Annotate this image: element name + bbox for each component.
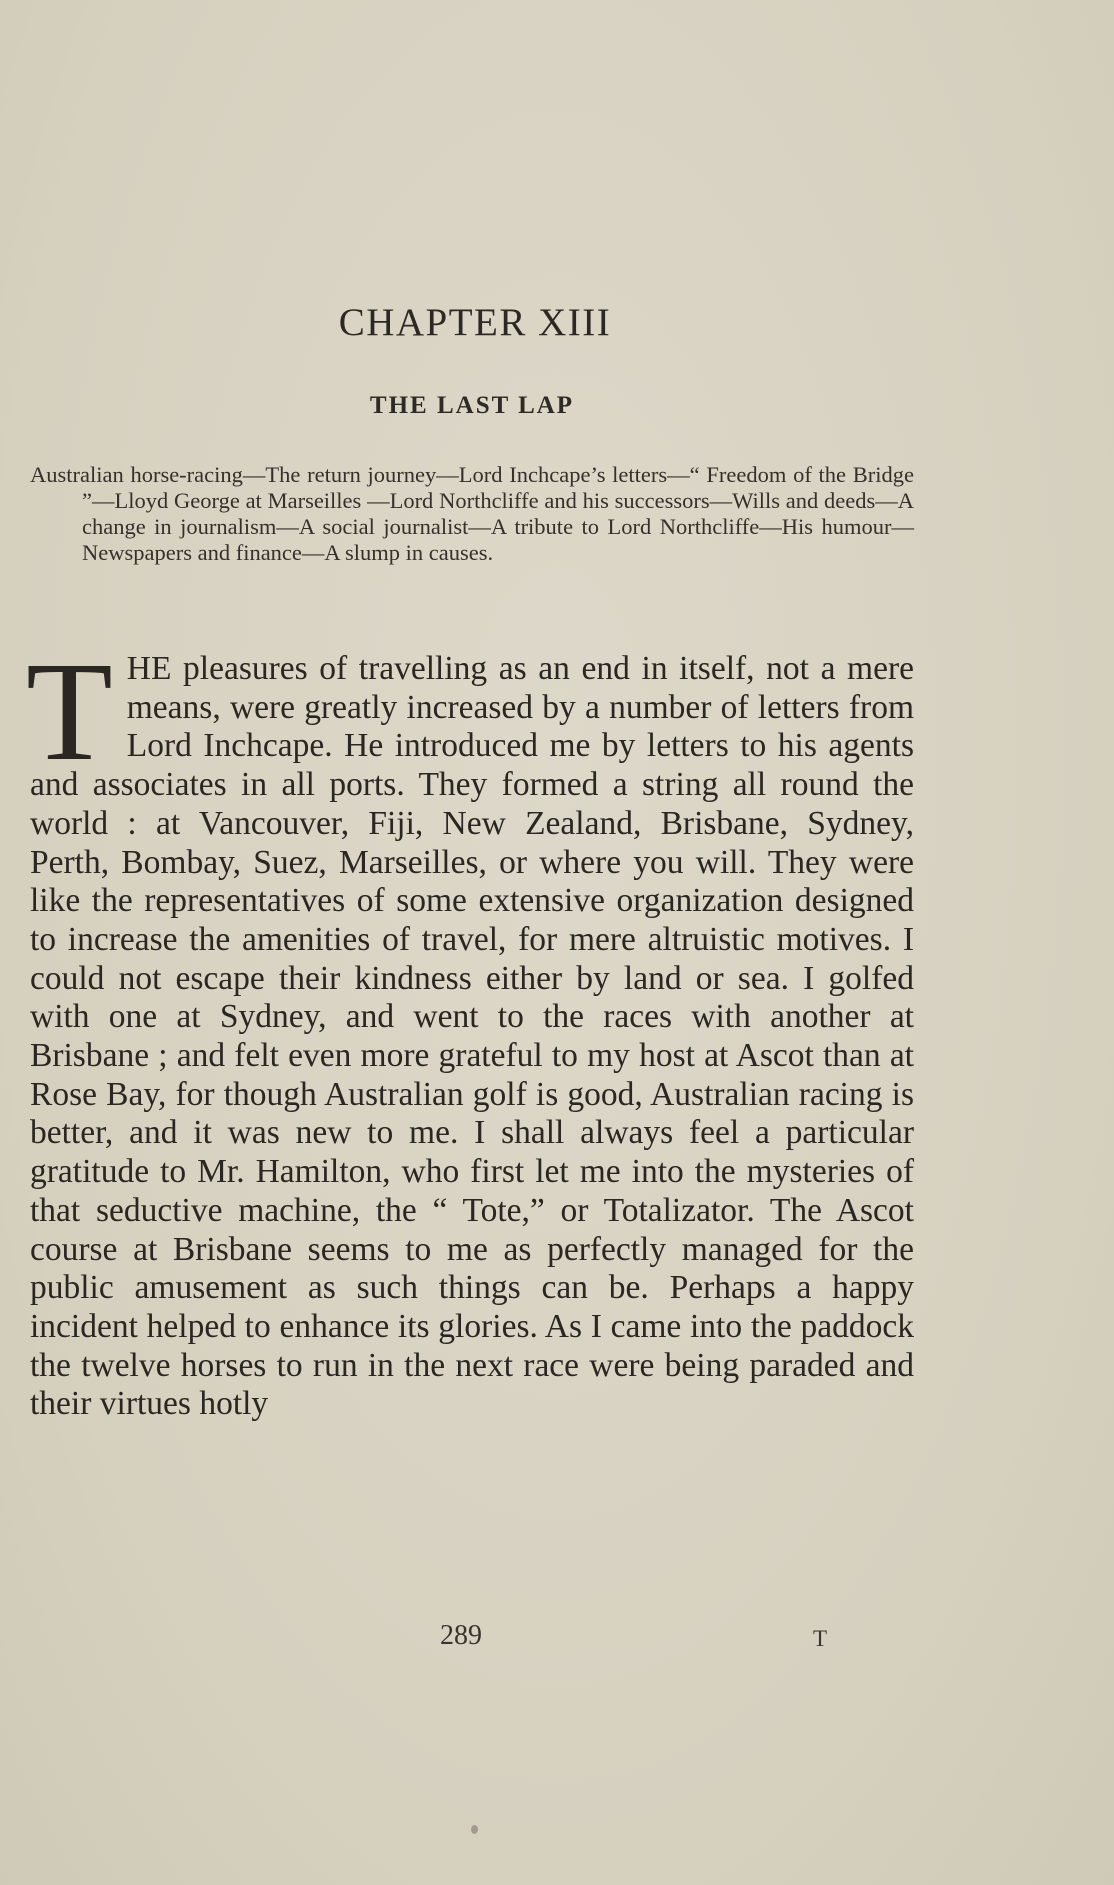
drop-cap-initial: T xyxy=(26,632,113,790)
paper-speck xyxy=(471,1825,478,1834)
section-heading: THE LAST LAP xyxy=(369,392,575,419)
chapter-heading: CHAPTER XIII xyxy=(338,301,612,344)
signature-mark: T xyxy=(813,1626,828,1651)
paragraph-text: HE pleasures of travelling as an end in itself, not a mere means, were greatly increased by a number of letters from Lord Inchcape. He introduced me by letters to his agents and associates in all ports. They formed a string all round the world : at Vancouver, Fiji, New Zealand, Brisbane, Sydney, Perth, Bombay, Suez, Marseilles, or where you will. They were like the representatives of some extensive organization designed to increase the amenities of travel, for mere altruistic motives. I could not escape their kindness either by land or sea. I golfed with one at Sydney, and went to the races with another at Brisbane ; and felt even more grateful to my host at Ascot than at Rose Bay, for though Australian golf is good, Australian racing is better, and it was new to me. I shall always feel a particular gratitude to Mr. Hamilton, who first let me into the mysteries of that seductive machine, the “ Tote,” or Totalizator. The Ascot course at Brisbane seems to me as perfectly managed for the public amusement as such things can be. Perhaps a happy incident helped to enhance its glories. As I came into the paddock the twelve horses to run in the next race were being paraded and their virtues hotly xyxy=(30,650,914,1423)
page-number: 289 xyxy=(440,1620,482,1651)
body-paragraph xyxy=(26,632,914,1620)
chapter-synopsis: Australian horse-racing—The return journey—Lord Inchcape’s letters—“ Freedom of the Bridge ”—Lloyd George at Marseilles —Lord Northcliffe and his successors—Wills and deeds—A change in journalism—A social journalist—A tribute to Lord Northcliffe—His humour—Newspapers and finance—A slump in causes. xyxy=(30,462,914,565)
